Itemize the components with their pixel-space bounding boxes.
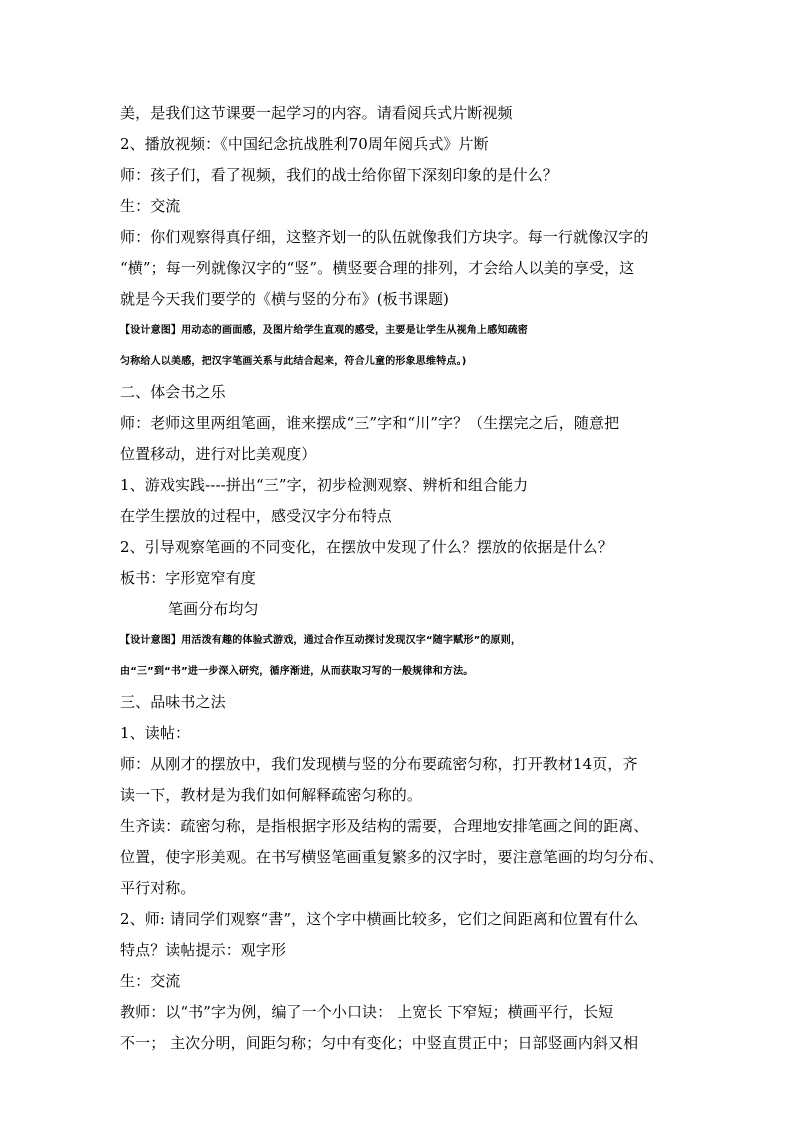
text-line: 特点？读帖提示：观字形 [120, 941, 287, 959]
text-line: 位置移动，进行对比美观度） [120, 445, 317, 463]
text-line: 位置，使字形美观。在书写横竖笔画重复繁多的汉字时，要注意笔画的均匀分布、 [120, 848, 664, 866]
section-heading: 三、品味书之法 [120, 693, 226, 711]
text-line: “横”；每一列就像汉字的“竖”。横竖要合理的排列，才会给人以美的享受，这 [120, 259, 635, 277]
text-line: 1、游戏实践----拼出“三”字，初步检测观察、辨析和组合能力 [120, 476, 529, 494]
text-line: 生：交流 [120, 197, 181, 215]
text-line: 生：交流 [120, 972, 181, 990]
text-line: 师：孩子们，看了视频，我们的战士给你留下深刻印象的是什么？ [120, 166, 558, 184]
text-line: 2、师: 请同学们观察“書”，这个字中横画比较多，它们之间距离和位置有什么 [120, 910, 639, 928]
text-line: 教师：以“书”字为例，编了一个小口诀： 上宽长 下窄短；横画平行，长短 [120, 1003, 614, 1021]
text-line: 读一下，教材是为我们如何解释疏密匀称的。 [120, 786, 423, 804]
text-line: 就是今天我们要学的《横与竖的分布》(板书课题) [120, 290, 450, 308]
text-line: 2、播放视频：《中国纪念抗战胜利70周年阅兵式》片断 [120, 135, 489, 153]
text-line: 师：从刚才的摆放中，我们发现横与竖的分布要疏密匀称，打开教材14页，齐 [120, 755, 638, 773]
board-writing: 笔画分布均匀 [168, 600, 259, 618]
text-line: 师：你们观察得真仔细，这整齐划一的队伍就像我们方块字。每一行就像汉字的 [120, 228, 649, 246]
text-line: 2、引导观察笔画的不同变化，在摆放中发现了什么？摆放的依据是什么？ [120, 538, 613, 556]
design-intent-note: 匀称给人以美感，把汉字笔画关系与此结合起来，符合儿童的形象思维特点。) [120, 356, 467, 367]
design-intent-note: 【设计意图】用动态的画面感，及图片给学生直观的感受，主要是让学生从视角上感知疏密 [120, 325, 528, 336]
text-line: 美，是我们这节课要一起学习的内容。请看阅兵式片断视频 [120, 104, 513, 122]
board-writing: 板书：字形宽窄有度 [120, 569, 256, 587]
text-line: 在学生摆放的过程中，感受汉字分布特点 [120, 507, 392, 525]
text-line: 师：老师这里两组笔画，谁来摆成“三”字和“川”字？（生摆完之后，随意把 [120, 414, 620, 432]
section-heading: 二、体会书之乐 [120, 383, 226, 401]
document-body [120, 98, 680, 1059]
text-line: 平行对称。 [120, 879, 196, 897]
text-line: 1、读帖： [120, 724, 191, 742]
design-intent-note: 由“三”到“书”进一步深入研究，循序渐进，从而获取习写的一般规律和方法。 [120, 666, 474, 677]
text-line: 生齐读：疏密匀称，是指根据字形及结构的需要，合理地安排笔画之间的距离、 [120, 817, 649, 835]
text-line: 不一； 主次分明，间距匀称；匀中有变化；中竖直贯正中；日部竖画内斜又相 [120, 1034, 639, 1052]
design-intent-note: 【设计意图】用活泼有趣的体验式游戏，通过合作互动探讨发现汉字“随字赋形”的原则， [120, 635, 522, 646]
